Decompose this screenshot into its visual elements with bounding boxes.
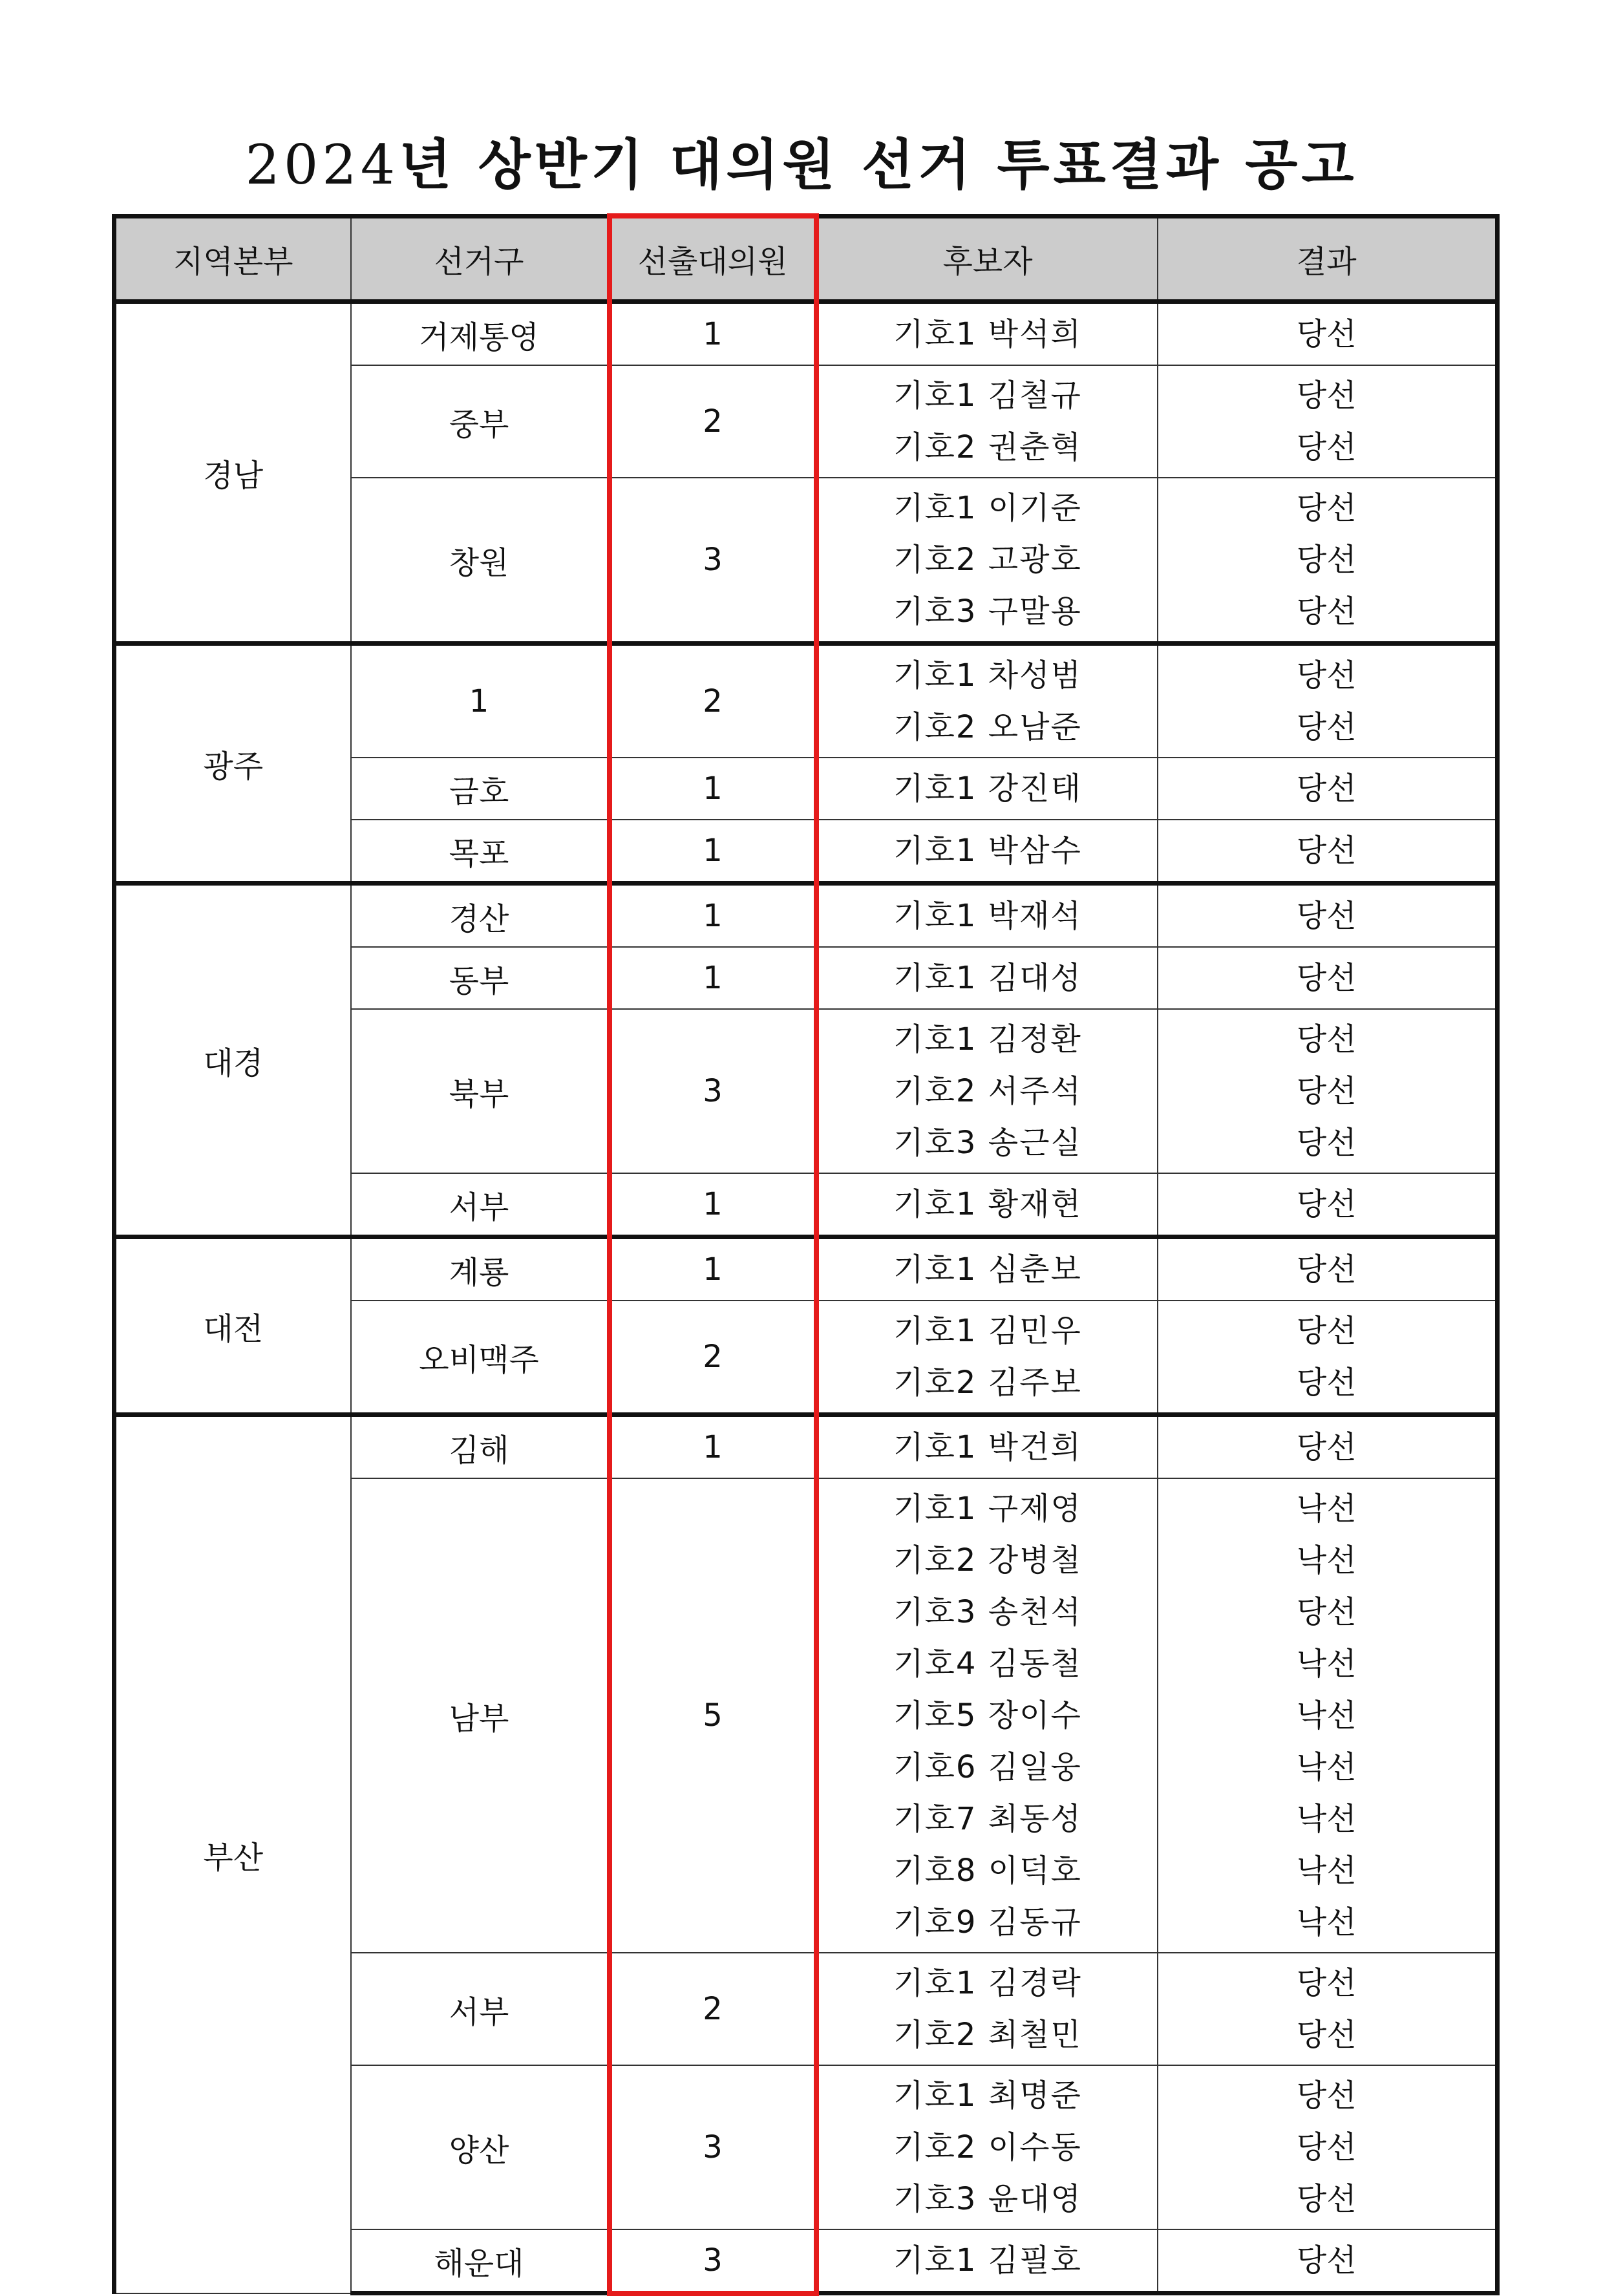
candidate-name: 김필호 [988,2242,1082,2279]
district-cell: 남부 [351,1478,610,1953]
results-cell [1158,1478,1498,1953]
result-value: 당선 [1296,1073,1357,1109]
result-value: 당선 [1296,833,1357,869]
candidate-name: 강병철 [988,1542,1082,1578]
region-cell: 경남 [114,302,351,644]
result-value: 당선 [1296,2129,1357,2165]
candidate-name: 김민우 [988,1313,1082,1349]
candidate-number: 기호1 [893,833,977,869]
candidate-number: 기호9 [893,1904,977,1940]
results-cell [1158,365,1498,478]
header-region: 지역본부 [114,216,351,302]
candidate-number: 기호3 [893,593,977,630]
candidate-line [819,1483,1157,1535]
candidate-name: 김주보 [988,1365,1082,1401]
result-value: 낙선 [1296,1749,1357,1785]
district-cell: 오비맥주 [351,1301,610,1415]
candidate-line [819,1638,1157,1690]
candidate-line [819,1117,1157,1169]
candidate-line [819,1897,1157,1948]
candidate-name: 김동철 [988,1646,1082,1682]
candidate-number: 기호1 [893,898,977,934]
result-value: 당선 [1296,1965,1357,2001]
candidate-line [819,1793,1157,1845]
candidate-number: 기호1 [893,1186,977,1222]
result-value: 당선 [1296,960,1357,996]
candidate-number: 기호2 [893,542,977,578]
candidates-cell [816,478,1158,644]
candidate-name: 박재석 [988,898,1082,934]
candidate-number: 기호1 [893,377,977,414]
candidate-number: 기호2 [893,2129,977,2165]
results-cell [1158,884,1498,948]
candidate-line [819,763,1157,814]
candidates-cell [816,758,1158,820]
candidate-line [819,1586,1157,1638]
candidate-line [819,1305,1157,1357]
seats-cell: 2 [610,644,816,758]
candidate-line [819,1178,1157,1230]
candidates-cell [816,644,1158,758]
result-value: 당선 [1296,709,1357,745]
seats-cell: 1 [610,1415,816,1479]
candidate-name: 박삼수 [988,833,1082,869]
candidate-number: 기호8 [893,1853,977,1889]
results-cell [1158,1415,1498,1479]
candidate-line [819,1014,1157,1065]
seats-cell: 2 [610,365,816,478]
candidate-name: 김일웅 [988,1749,1082,1785]
title-year: 2024 [245,133,399,197]
candidate-name: 김동규 [988,1904,1082,1940]
candidate-line [819,825,1157,877]
candidate-name: 박석희 [988,316,1082,352]
candidate-name: 이수동 [988,2129,1082,2165]
result-value: 당선 [1296,2017,1357,2053]
candidate-line [819,2070,1157,2121]
candidate-line [819,1357,1157,1408]
results-body [114,302,1498,2293]
candidate-number: 기호1 [893,771,977,807]
candidate-line [819,482,1157,534]
result-value: 당선 [1296,1021,1357,1058]
district-cell: 해운대 [351,2229,610,2293]
result-value: 당선 [1296,1251,1357,1288]
candidate-name: 차성범 [988,657,1082,694]
page-title [0,133,1603,197]
candidate-line [819,2235,1157,2286]
district-cell: 김해 [351,1415,610,1479]
candidate-number: 기호3 [893,1594,977,1630]
candidate-number: 기호1 [893,1429,977,1465]
candidate-name: 최철민 [988,2017,1082,2053]
header-result: 결과 [1158,216,1498,302]
seats-cell: 1 [610,758,816,820]
results-cell [1158,478,1498,644]
candidate-number: 기호2 [893,1365,977,1401]
region-cell: 광주 [114,644,351,884]
table-row [114,1415,1498,1479]
district-cell: 목포 [351,820,610,884]
candidate-number: 기호1 [893,1251,977,1288]
result-value: 낙선 [1296,1697,1357,1734]
candidates-cell [816,1301,1158,1415]
district-cell: 양산 [351,2065,610,2229]
seats-cell: 1 [610,1237,816,1301]
results-cell [1158,1173,1498,1237]
candidate-name: 김철규 [988,377,1082,414]
candidate-name: 이기준 [988,490,1082,526]
header-candidates: 후보자 [816,216,1158,302]
candidate-number: 기호2 [893,1542,977,1578]
region-cell: 부산 [114,1415,351,2293]
district-cell: 계룡 [351,1237,610,1301]
result-value: 당선 [1296,377,1357,414]
candidate-line [819,650,1157,701]
candidates-cell [816,1478,1158,1953]
results-cell [1158,947,1498,1009]
candidate-name: 심춘보 [988,1251,1082,1288]
seats-cell: 2 [610,1301,816,1415]
table-row [114,644,1498,758]
results-cell [1158,2229,1498,2293]
results-table [112,213,1500,2296]
candidate-name: 오남준 [988,709,1082,745]
candidates-cell [816,2065,1158,2229]
candidates-cell [816,1237,1158,1301]
result-value: 낙선 [1296,1801,1357,1837]
candidate-number: 기호3 [893,1125,977,1161]
candidate-number: 기호1 [893,2078,977,2114]
district-cell: 거제통영 [351,302,610,366]
candidate-name: 장이수 [988,1697,1082,1734]
seats-cell: 1 [610,947,816,1009]
candidate-number: 기호4 [893,1646,977,1682]
candidate-line [819,1244,1157,1295]
candidate-line [819,370,1157,421]
candidate-number: 기호1 [893,1313,977,1349]
candidate-number: 기호1 [893,1491,977,1527]
results-cell [1158,644,1498,758]
result-value: 당선 [1296,1313,1357,1349]
table-row [114,1237,1498,1301]
candidate-number: 기호5 [893,1697,977,1734]
table-row [114,884,1498,948]
result-value: 당선 [1296,593,1357,630]
seats-cell: 1 [610,820,816,884]
candidates-cell [816,2229,1158,2293]
candidate-line [819,1690,1157,1741]
candidate-line [819,2173,1157,2225]
seats-cell: 3 [610,2229,816,2293]
candidate-name: 이덕호 [988,1853,1082,1889]
result-value: 낙선 [1296,1646,1357,1682]
candidates-cell [816,302,1158,366]
results-cell [1158,758,1498,820]
candidate-line [819,421,1157,473]
candidates-cell [816,947,1158,1009]
table-row [114,302,1498,366]
result-value: 당선 [1296,2078,1357,2114]
result-value: 당선 [1296,1186,1357,1222]
district-cell: 창원 [351,478,610,644]
result-value: 당선 [1296,1594,1357,1630]
result-value: 낙선 [1296,1491,1357,1527]
results-cell [1158,1009,1498,1173]
results-cell [1158,1953,1498,2065]
result-value: 당선 [1296,898,1357,934]
result-value: 당선 [1296,316,1357,352]
candidate-line [819,1845,1157,1897]
candidate-number: 기호1 [893,1021,977,1058]
candidates-cell [816,365,1158,478]
candidate-line [819,701,1157,753]
district-cell: 서부 [351,1173,610,1237]
candidate-number: 기호1 [893,316,977,352]
result-value: 낙선 [1296,1904,1357,1940]
candidates-cell [816,820,1158,884]
candidate-name: 강진태 [988,771,1082,807]
candidate-name: 구말용 [988,593,1082,630]
candidates-cell [816,1009,1158,1173]
district-cell: 동부 [351,947,610,1009]
header-seats: 선출대의원 [610,216,816,302]
result-value: 당선 [1296,1365,1357,1401]
results-cell [1158,820,1498,884]
candidates-cell [816,1415,1158,1479]
district-cell: 1 [351,644,610,758]
candidate-line [819,308,1157,360]
candidate-name: 김대성 [988,960,1082,996]
result-value: 낙선 [1296,1853,1357,1889]
region-cell: 대전 [114,1237,351,1415]
district-cell: 경산 [351,884,610,948]
candidate-line [819,2121,1157,2173]
candidate-number: 기호2 [893,1073,977,1109]
header-district: 선거구 [351,216,610,302]
candidate-number: 기호3 [893,2181,977,2217]
candidate-number: 기호1 [893,1965,977,2001]
candidate-line [819,952,1157,1004]
result-value: 당선 [1296,542,1357,578]
candidate-name: 윤대영 [988,2181,1082,2217]
seats-cell: 1 [610,884,816,948]
candidate-line [819,1957,1157,2009]
candidate-name: 김정환 [988,1021,1082,1058]
seats-cell: 1 [610,302,816,366]
result-value: 당선 [1296,1429,1357,1465]
candidate-number: 기호2 [893,2017,977,2053]
district-cell: 금호 [351,758,610,820]
title-text: 년 상반기 대의원 선거 투표결과 공고 [399,133,1358,197]
candidate-name: 최명준 [988,2078,1082,2114]
candidate-number: 기호6 [893,1749,977,1785]
district-cell: 중부 [351,365,610,478]
candidate-line [819,1065,1157,1117]
result-value: 당선 [1296,2242,1357,2279]
seats-cell: 3 [610,478,816,644]
results-cell [1158,302,1498,366]
candidate-name: 김경락 [988,1965,1082,2001]
candidate-number: 기호1 [893,2242,977,2279]
candidate-name: 고광호 [988,542,1082,578]
candidate-line [819,1535,1157,1586]
result-value: 당선 [1296,1125,1357,1161]
candidate-name: 최동성 [988,1801,1082,1837]
candidate-number: 기호1 [893,657,977,694]
candidate-name: 권춘혁 [988,429,1082,465]
candidate-name: 황재현 [988,1186,1082,1222]
candidate-number: 기호2 [893,429,977,465]
seats-cell: 2 [610,1953,816,2065]
candidate-number: 기호2 [893,709,977,745]
result-value: 당선 [1296,490,1357,526]
results-cell [1158,2065,1498,2229]
region-cell: 대경 [114,884,351,1237]
candidate-line [819,890,1157,942]
result-value: 당선 [1296,771,1357,807]
header-row [114,216,1498,302]
candidate-line [819,586,1157,637]
result-value: 당선 [1296,2181,1357,2217]
results-cell [1158,1237,1498,1301]
candidate-line [819,2009,1157,2061]
candidate-name: 박건희 [988,1429,1082,1465]
candidate-number: 기호7 [893,1801,977,1837]
candidate-line [819,1421,1157,1473]
result-value: 낙선 [1296,1542,1357,1578]
candidates-cell [816,884,1158,948]
seats-cell: 3 [610,1009,816,1173]
candidate-name: 구제영 [988,1491,1082,1527]
candidate-name: 송근실 [988,1125,1082,1161]
seats-cell: 5 [610,1478,816,1953]
candidate-line [819,534,1157,586]
candidate-name: 서주석 [988,1073,1082,1109]
candidate-line [819,1741,1157,1793]
candidates-cell [816,1173,1158,1237]
results-cell [1158,1301,1498,1415]
seats-cell: 1 [610,1173,816,1237]
candidates-cell [816,1953,1158,2065]
seats-cell: 3 [610,2065,816,2229]
candidate-number: 기호1 [893,490,977,526]
result-value: 당선 [1296,429,1357,465]
district-cell: 서부 [351,1953,610,2065]
candidate-name: 송천석 [988,1594,1082,1630]
result-value: 당선 [1296,657,1357,694]
district-cell: 북부 [351,1009,610,1173]
candidate-number: 기호1 [893,960,977,996]
